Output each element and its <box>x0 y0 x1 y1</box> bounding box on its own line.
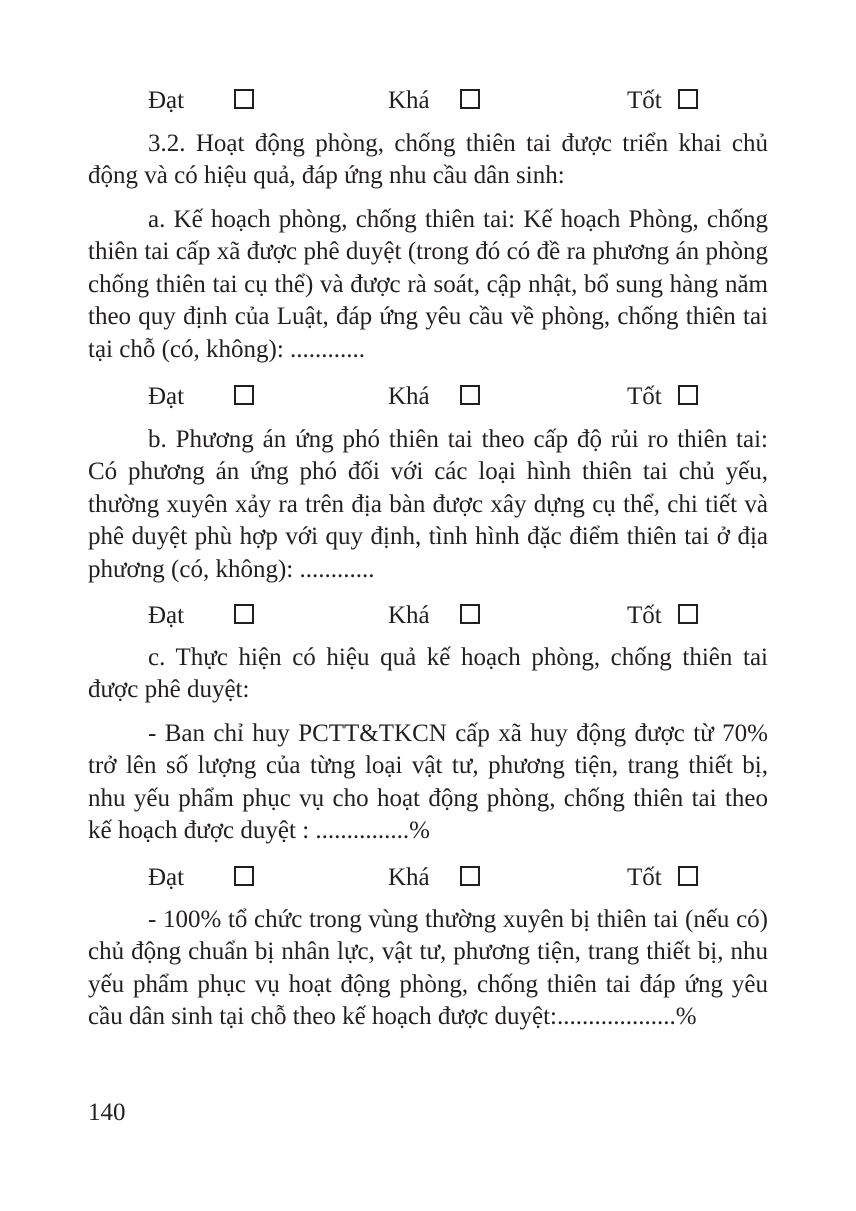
paragraph-c: c. Thực hiện có hiệu quả kế hoạch phòng, chống thiên tai được phê duyệt: <box>88 644 768 704</box>
checkbox-dat[interactable] <box>234 604 254 624</box>
checkbox-tot[interactable] <box>678 604 698 624</box>
rating-label-kha: Khá <box>388 864 430 891</box>
rating-label-tot: Tốt <box>627 602 662 629</box>
paragraph-c-item-1: - Ban chỉ huy PCTT&TKCN cấp xã huy động được từ 70% trở lên số lượng của từng loại vật tư, phương tiện, trang thiết bị, nhu yếu phẩm phục vụ cho hoạt động phòng, chống thiên tai theo kế hoạch được duyệt : ...............% <box>88 720 768 845</box>
rating-label-tot: Tốt <box>627 87 662 114</box>
rating-option-tot <box>627 84 698 118</box>
rating-label-kha: Khá <box>388 383 430 410</box>
rating-option-kha <box>388 380 480 414</box>
rating-row-2 <box>88 380 768 414</box>
rating-option-tot <box>627 380 698 414</box>
rating-row-3 <box>88 599 768 633</box>
rating-label-kha: Khá <box>388 87 430 114</box>
checkbox-kha[interactable] <box>460 385 480 405</box>
rating-label-dat: Đạt <box>148 87 185 114</box>
checkbox-kha[interactable] <box>460 89 480 109</box>
rating-row-1 <box>88 84 768 118</box>
rating-option-dat <box>148 380 254 414</box>
checkbox-dat[interactable] <box>234 866 254 886</box>
rating-label-kha: Khá <box>388 602 430 629</box>
paragraph-c-item-2: - 100% tổ chức trong vùng thường xuyên bị thiên tai (nếu có) chủ động chuẩn bị nhân lực, vật tư, phương tiện, trang thiết bị, nhu yếu phẩm phục vụ hoạt động phòng, chống thiên tai đáp ứng yêu cầu dân sinh tại chỗ theo kế hoạch được duyệt:...................% <box>88 906 768 1031</box>
paragraph-3-2: 3.2. Hoạt động phòng, chống thiên tai được triển khai chủ động và có hiệu quả, đáp ứng nhu cầu dân sinh: <box>88 130 768 190</box>
rating-option-dat <box>148 861 254 895</box>
rating-label-tot: Tốt <box>627 383 662 410</box>
checkbox-tot[interactable] <box>678 866 698 886</box>
checkbox-kha[interactable] <box>460 604 480 624</box>
paragraph-a: a. Kế hoạch phòng, chống thiên tai: Kế hoạch Phòng, chống thiên tai cấp xã được phê duyệt (trong đó có đề ra phương án phòng chống thiên tai cụ thể) và được rà soát, cập nhật, bổ sung hàng năm theo quy định của Luật, đáp ứng yêu cầu về phòng, chống thiên tai tại chỗ (có, không): ............ <box>88 206 768 363</box>
rating-label-dat: Đạt <box>148 864 185 891</box>
rating-option-kha <box>388 861 480 895</box>
rating-option-tot <box>627 861 698 895</box>
checkbox-tot[interactable] <box>678 385 698 405</box>
rating-option-dat <box>148 599 254 633</box>
paragraph-b: b. Phương án ứng phó thiên tai theo cấp độ rủi ro thiên tai: Có phương án ứng phó đối với các loại hình thiên tai chủ yếu, thường xuyên xảy ra trên địa bàn được xây dựng cụ thể, chi tiết và phê duyệt phù hợp với quy định, tình hình đặc điểm thiên tai ở địa phương (có, không): ............ <box>88 426 768 583</box>
rating-label-dat: Đạt <box>148 602 185 629</box>
checkbox-dat[interactable] <box>234 385 254 405</box>
checkbox-kha[interactable] <box>460 866 480 886</box>
rating-option-kha <box>388 599 480 633</box>
page-number: 140 <box>88 1099 126 1126</box>
checkbox-tot[interactable] <box>678 89 698 109</box>
rating-option-dat <box>148 84 254 118</box>
rating-option-tot <box>627 599 698 633</box>
rating-label-tot: Tốt <box>627 864 662 891</box>
rating-label-dat: Đạt <box>148 383 185 410</box>
checkbox-dat[interactable] <box>234 89 254 109</box>
rating-option-kha <box>388 84 480 118</box>
rating-row-4 <box>88 861 768 895</box>
